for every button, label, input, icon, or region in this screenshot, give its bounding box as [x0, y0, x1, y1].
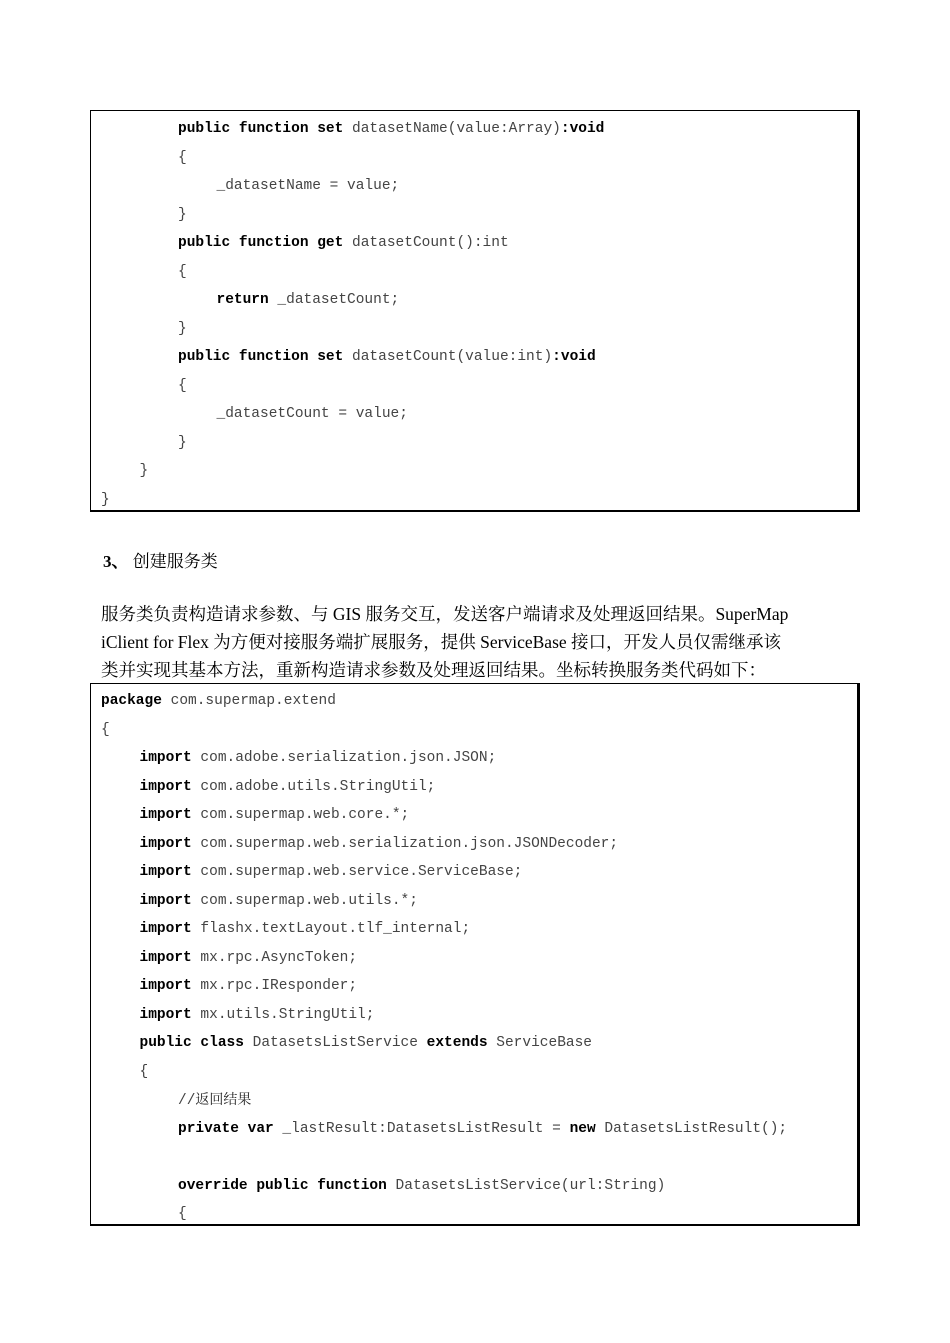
code-keyword: import	[139, 892, 192, 909]
code-token: datasetCount(value:int)	[343, 349, 553, 365]
code-token: {	[178, 149, 187, 166]
code-line	[217, 172, 400, 200]
code-token: com.supermap.extend	[161, 693, 336, 709]
code-token: 返回结果	[195, 1092, 252, 1108]
code-token: com.supermap.web.serialization.json.JSONDecoder;	[191, 835, 619, 852]
code-keyword: import	[139, 807, 192, 823]
code-keyword: import	[139, 921, 192, 937]
code-token: datasetName(value:Array)	[343, 121, 561, 137]
code-keyword: import	[139, 1006, 192, 1023]
code-token: }	[178, 206, 187, 223]
code-token: }	[178, 320, 187, 337]
code-token: {	[139, 1063, 149, 1080]
code-keyword: new	[569, 1120, 596, 1137]
code-line	[101, 687, 336, 715]
section-number: 3、	[103, 552, 129, 571]
code-token: }	[139, 463, 149, 479]
code-keyword: import	[139, 949, 192, 966]
code-line	[178, 229, 509, 257]
code-token: }	[101, 491, 110, 508]
code-token: com.supermap.web.core.*;	[191, 807, 410, 823]
code-line	[140, 1001, 375, 1029]
code-line	[101, 486, 110, 514]
code-token: datasetCount():int	[343, 235, 509, 251]
code-keyword: package	[101, 693, 162, 709]
code-token: _datasetName = value;	[216, 178, 400, 194]
code-token: com.supermap.web.utils.*;	[191, 892, 418, 909]
code-token: _datasetCount;	[268, 292, 400, 308]
code-keyword: import	[139, 750, 192, 766]
code-line	[178, 1172, 665, 1200]
code-line	[101, 716, 110, 744]
code-keyword: public class	[139, 1035, 244, 1051]
code-line	[140, 773, 436, 801]
code-token: com.adobe.serialization.json.JSON;	[191, 750, 497, 766]
code-block-2	[90, 683, 860, 1226]
code-line	[140, 887, 418, 915]
paragraph-line-1: 服务类负责构造请求参数、与 GIS 服务交互，发送客户端请求及处理返回结果。SuperMap	[101, 604, 789, 624]
code-token: {	[178, 377, 187, 394]
code-token: DatasetsListResult();	[595, 1120, 788, 1137]
code-token: com.adobe.utils.StringUtil;	[191, 778, 436, 795]
code-line	[217, 286, 400, 314]
code-line	[178, 343, 596, 371]
code-token: mx.rpc.IResponder;	[191, 978, 358, 994]
code-token: DatasetsListService	[243, 1035, 427, 1051]
code-line	[178, 201, 187, 229]
code-line	[140, 1058, 149, 1086]
section-title: 创建服务类	[132, 552, 218, 571]
code-keyword: :void	[560, 121, 605, 137]
code-line	[140, 972, 358, 1000]
code-token: mx.rpc.AsyncToken;	[191, 949, 358, 966]
code-keyword: import	[139, 778, 192, 795]
code-line	[140, 915, 471, 943]
code-keyword: :void	[552, 349, 596, 365]
code-line	[178, 315, 187, 343]
code-token: {	[178, 263, 187, 280]
code-block-1	[90, 110, 860, 512]
code-keyword: extends	[426, 1035, 488, 1051]
paragraph-line-2: iClient for Flex 为方便对接服务端扩展服务，提供 ServiceBase 接口，开发人员仅需继承该	[101, 632, 782, 652]
code-line	[178, 1200, 187, 1228]
code-line	[178, 372, 187, 400]
code-token: }	[178, 434, 187, 451]
paragraph-line-3: 类并实现其基本方法，重新构造请求参数及处理返回结果。坐标转换服务类代码如下：	[101, 660, 766, 680]
code-line	[217, 400, 408, 428]
code-line	[178, 258, 187, 286]
code-token: com.supermap.web.service.ServiceBase;	[191, 864, 523, 880]
code-line	[178, 115, 604, 143]
code-token: _datasetCount = value;	[216, 406, 408, 422]
code-line	[178, 144, 187, 172]
code-token: DatasetsListService(url:String)	[386, 1177, 666, 1194]
code-token: _lastResult:DatasetsListResult =	[273, 1120, 570, 1137]
code-token: mx.utils.StringUtil;	[191, 1006, 375, 1023]
code-line	[178, 1086, 251, 1114]
code-keyword: import	[139, 978, 192, 994]
code-keyword: return	[216, 292, 269, 308]
code-line	[140, 830, 619, 858]
code-line	[140, 944, 358, 972]
code-keyword: import	[139, 864, 192, 880]
code-line	[140, 801, 410, 829]
code-line	[140, 457, 149, 485]
code-line	[140, 1029, 593, 1057]
code-line	[178, 1115, 787, 1143]
code-keyword: private var	[178, 1120, 274, 1137]
section-heading	[103, 547, 218, 572]
code-token: //	[178, 1093, 196, 1109]
code-token: ServiceBase	[487, 1035, 592, 1051]
code-keyword: import	[139, 835, 192, 852]
code-token: {	[178, 1206, 187, 1222]
code-line	[178, 429, 187, 457]
code-keyword: public function get	[178, 235, 344, 251]
code-token: flashx.textLayout.tlf_internal;	[191, 921, 471, 937]
code-keyword: public function set	[178, 121, 344, 137]
code-keyword: override public function	[178, 1177, 387, 1194]
code-token: {	[101, 721, 110, 738]
code-line	[140, 744, 497, 772]
code-keyword: public function set	[178, 349, 344, 365]
code-line	[140, 858, 523, 886]
